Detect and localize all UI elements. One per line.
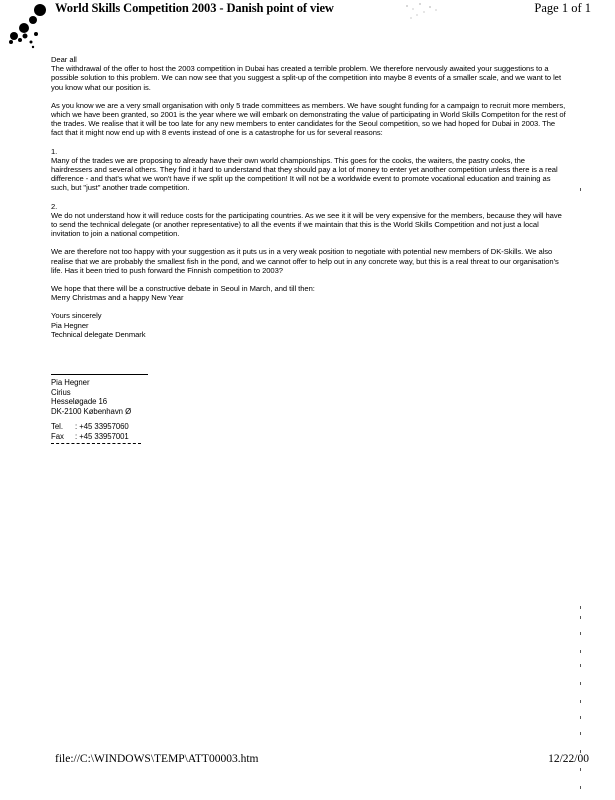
season-wishes: Merry Christmas and a happy New Year (51, 293, 184, 303)
contact-city: DK-2100 København Ø (51, 406, 132, 416)
point-1-number: 1. (51, 146, 58, 156)
phone-label: Tel. (51, 422, 63, 432)
signer-title: Technical delegate Denmark (51, 329, 146, 339)
contact-fax (51, 432, 566, 442)
contact-block (51, 374, 566, 444)
document-title: World Skills Competition 2003 - Danish point of view (55, 1, 334, 15)
paragraph-position: We are therefore not too happy with your suggestion as it puts us in a very weak position to negotiate with potential new members of DK-Skills. We also realise that we are probably the smallest fish in the pond, and we cannot offer to help out in any concrete way, but this is a real threat to our organisation's life. Has it been tried to push forward the Finnish competition to 2003? (51, 247, 559, 275)
page-indicator: Page 1 of 1 (534, 1, 591, 15)
paragraph-hope: We hope that there will be a constructive debate in Seoul in March, and till then: (51, 284, 315, 294)
fax-label: Fax (51, 432, 64, 442)
paragraph-organisation: As you know we are a very small organisation with only 5 trade committees as members. We have sought funding for a campaign to recruit more members, which we have been granted, so 2001 is the year where we will embark on demonstrating the value of participating in World Skills Competiton for the rest of the trades. We realise that it will be too late for any new members to enter candidates for the Seoul competition, so we had hoped for Dubai in 2003. The fact that it might now end up with 8 events instead of one is a catastrophe for us for several reasons: (51, 100, 566, 138)
paragraph-intro: The withdrawal of the offer to host the 2003 competition in Dubai has created a terrible problem. We therefore nervously awaited your suggestions to a possible solution to this problem. We can now see that you suggest a split-up of the competition into maybe 8 events of a smaller scale, and we want to let you know what our position is. (51, 64, 562, 92)
contact-phone (51, 422, 566, 432)
phone-value: : +45 33957060 (75, 422, 129, 432)
divider-bottom (51, 443, 141, 444)
letter-body (51, 55, 566, 444)
contact-organisation: Cirius (51, 387, 71, 397)
footer-date: 12/22/00 (548, 753, 589, 765)
point-1-text: Many of the trades we are proposing to already have their own world championships. This goes for the cooks, the waiters, the pastry cooks, the hairdressers and several others. They find it hard to understand that they should pay a lot of money to enter yet another competition unless there is a real difference - and that's what we won't have if we split up the competition! It will not be a worldwide event to promote vocational education and training as such, but "just" another trade competition. (51, 155, 558, 193)
closing: Yours sincerely (51, 311, 102, 321)
point-2-number: 2. (51, 201, 58, 211)
greeting: Dear all (51, 55, 77, 64)
contact-street: Hesseløgade 16 (51, 397, 108, 407)
contact-name: Pia Hegner (51, 378, 90, 388)
footer-file-path: file://C:\WINDOWS\TEMP\ATT00003.htm (55, 753, 259, 765)
fax-value: : +45 33957001 (75, 432, 129, 442)
point-2-text: We do not understand how it will reduce costs for the participating countries. As we see it it will be very expensive for the members, because they will have to send the technical delegate (or another representative) to all the events if we maintain that this is the World Skills Competition and not just a local invitation to join a national competition. (51, 210, 562, 239)
divider-top (51, 374, 148, 375)
signer-name: Pia Hegner (51, 320, 89, 330)
